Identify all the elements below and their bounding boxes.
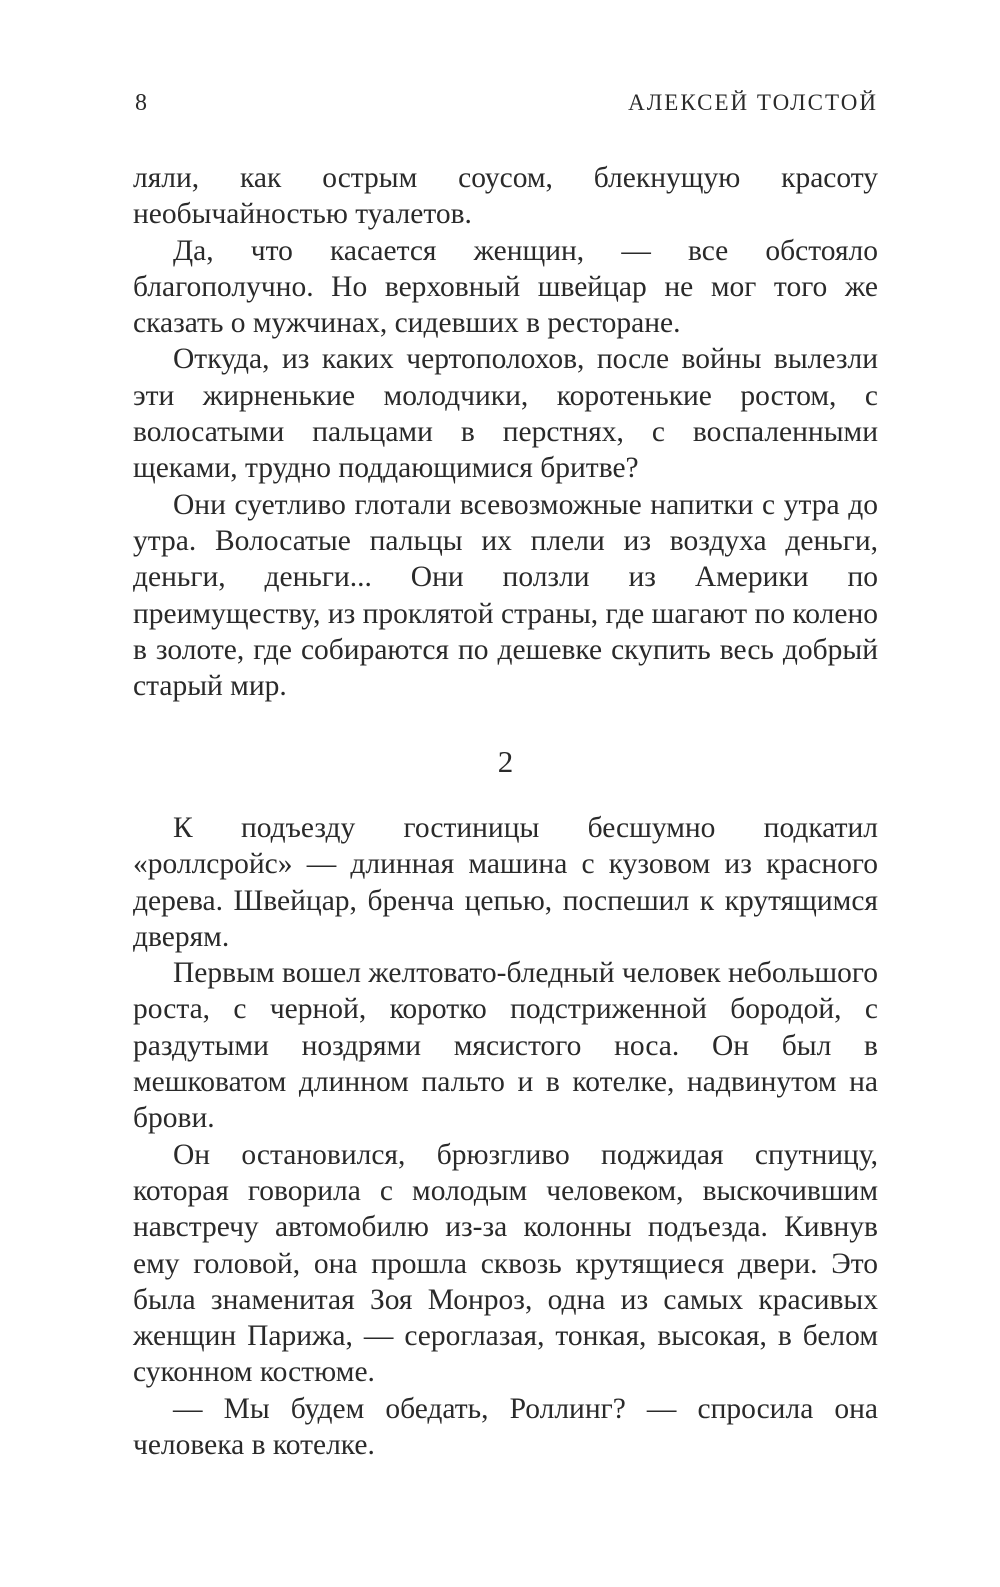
chapter-number: 2	[497, 744, 514, 779]
paragraph: Они суетливо глотали всевозможные напитки с утра до утра. Волосатые пальцы их плели из воздуха деньги, деньги, деньги... Они ползли из Америки по преимуществу, из проклятой страны, где шагают по колено в золоте, где собираются по дешевке скупить весь добрый старый мир.	[133, 488, 879, 703]
text-section-2	[133, 810, 878, 1463]
book-page	[133, 0, 878, 1587]
text-section-1	[133, 160, 878, 704]
paragraph: ляли, как острым соусом, блекнущую красоту необычайностью туалетов.	[133, 162, 878, 231]
paragraph: Да, что касается женщин, — все обстояло благополучно. Но верховный швейцар не мог того же сказать о мужчинах, сидевших в ресторане.	[133, 234, 878, 340]
paragraph: Он остановился, брюзгливо поджидая спутницу, которая говорила с молодым человеком, выскочившим навстречу автомобилю из-за колонны подъезда. Кивнув ему головой, она прошла сквозь крутящиеся двери. Это была знаменитая Зоя Монроз, одна из самых красивых женщин Парижа, — сероглазая, тонкая, высокая, в белом суконном костюме.	[133, 1138, 878, 1389]
paragraph: К подъезду гостиницы бесшумно подкатил «роллсройс» — длинная машина с кузовом из красного дерева. Швейцар, бренча цепью, поспешил к крутящимся дверям.	[133, 812, 878, 953]
paragraph: — Мы будем обедать, Роллинг? — спросила она человека в котелке.	[133, 1392, 878, 1462]
paragraph: Откуда, из каких чертополохов, после войны вылезли эти жирненькие молодчики, коротенькие ростом, с волосатыми пальцами в перстнях, с воспаленными щеками, трудно поддающимися бритве?	[133, 343, 878, 485]
page-number: 8	[135, 90, 147, 116]
running-head-author: АЛЕКСЕЙ ТОЛСТОЙ	[628, 90, 878, 115]
paragraph: Первым вошел желтовато-бледный человек небольшого роста, с черной, коротко подстриженной бородой, с раздутыми ноздрями мясистого носа. Он был в мешковатом длинном пальто и в котелке, надвинутом на брови.	[133, 957, 878, 1135]
running-head	[133, 88, 878, 118]
